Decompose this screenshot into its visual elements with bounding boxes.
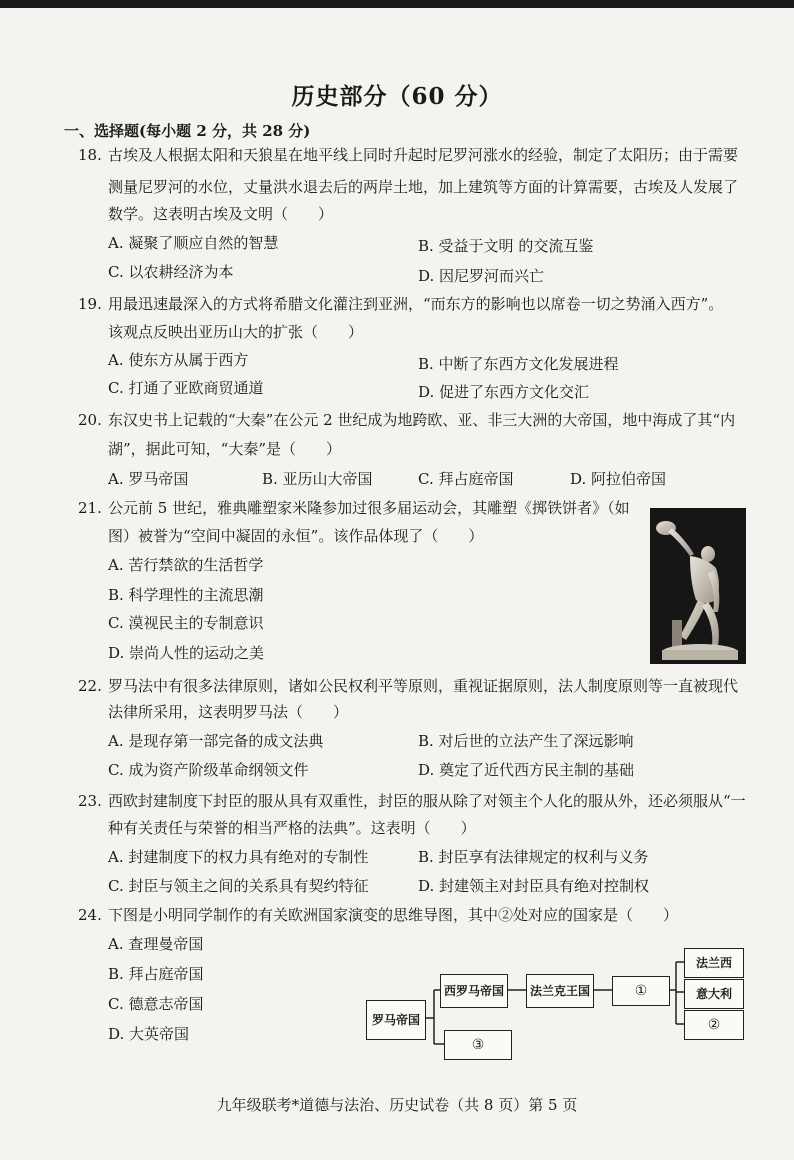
option-c: C. 德意志帝国 bbox=[108, 995, 204, 1013]
question-text-line: 罗马法中有很多法律原则，诸如公民权利平等原则，重视证据原则，法人制度原则等一直被现代 bbox=[108, 677, 739, 695]
node-frankish-kingdom: 法兰克王国 bbox=[526, 974, 594, 1008]
question-text-line: 东汉史书上记载的“大秦”在公元 2 世纪成为地跨欧、亚、非三大洲的大帝国，地中海成了其“内 bbox=[108, 411, 736, 429]
option-a: A. 是现存第一部完备的成文法典 bbox=[108, 732, 324, 750]
question-text-line: 种有关责任与荣誉的相当严格的法典”。这表明（ ） bbox=[108, 819, 476, 837]
section-heading: 一、选择题(每小题 2 分，共 28 分) bbox=[64, 122, 311, 140]
option-c: C. 以农耕经济为本 bbox=[108, 263, 234, 281]
question-number: 20. bbox=[78, 411, 102, 429]
question-number: 24. bbox=[78, 906, 102, 924]
node-blank-3: ③ bbox=[444, 1030, 512, 1060]
question-text-line: 下图是小明同学制作的有关欧洲国家演变的思维导图，其中②处对应的国家是（ ） bbox=[108, 906, 679, 924]
question-number: 22. bbox=[78, 677, 102, 695]
question-number: 23. bbox=[78, 792, 102, 810]
node-blank-2: ② bbox=[684, 1010, 744, 1040]
node-western-roman-empire: 西罗马帝国 bbox=[440, 974, 508, 1008]
option-b: B. 中断了东西方文化发展进程 bbox=[418, 355, 619, 373]
option-c: C. 成为资产阶级革命纲领文件 bbox=[108, 761, 309, 779]
option-b: B. 对后世的立法产生了深远影响 bbox=[418, 732, 634, 750]
option-d: D. 崇尚人性的运动之美 bbox=[108, 644, 265, 662]
question-text-line: 测量尼罗河的水位，丈量洪水退去后的两岸土地，加上建筑等方面的计算需要，古埃及人发展了 bbox=[108, 178, 739, 196]
option-d: D. 阿拉伯帝国 bbox=[570, 470, 667, 488]
question-number: 19. bbox=[78, 295, 102, 313]
option-b: B. 拜占庭帝国 bbox=[108, 965, 204, 983]
option-d: D. 大英帝国 bbox=[108, 1025, 190, 1043]
page-footer: 九年级联考*道德与法治、历史试卷（共 8 页）第 5 页 bbox=[216, 1096, 578, 1114]
node-roman-empire: 罗马帝国 bbox=[366, 1000, 426, 1040]
option-b: B. 封臣享有法律规定的权利与义务 bbox=[418, 848, 649, 866]
question-number: 18. bbox=[78, 146, 102, 164]
option-a: A. 罗马帝国 bbox=[108, 470, 189, 488]
page-title: 历史部分（60 分） bbox=[291, 83, 503, 110]
option-b: B. 科学理性的主流思潮 bbox=[108, 586, 264, 604]
option-c: C. 漠视民主的专制意识 bbox=[108, 614, 264, 632]
question-text-line: 法律所采用，这表明罗马法（ ） bbox=[108, 703, 349, 721]
option-d: D. 封建领主对封臣具有绝对控制权 bbox=[418, 877, 650, 895]
node-italy: 意大利 bbox=[684, 979, 744, 1009]
node-france: 法兰西 bbox=[684, 948, 744, 978]
question-text-line: 该观点反映出亚历山大的扩张（ ） bbox=[108, 323, 364, 341]
option-b: B. 亚历山大帝国 bbox=[262, 470, 373, 488]
option-a: A. 苦行禁欲的生活哲学 bbox=[108, 556, 264, 574]
question-number: 21. bbox=[78, 499, 102, 517]
option-d: D. 促进了东西方文化交汇 bbox=[418, 383, 590, 401]
question-text-line: 用最迅速最深入的方式将希腊文化灌注到亚洲，“而东方的影响也以席卷一切之势涌入西方”。 bbox=[108, 295, 724, 313]
option-a: A. 使东方从属于西方 bbox=[108, 351, 249, 369]
question-text-line: 数学。这表明古埃及文明（ ） bbox=[108, 205, 334, 223]
question-text-line: 西欧封建制度下封臣的服从具有双重性，封臣的服从除了对领主个人化的服从外，还必须服从“一 bbox=[108, 792, 746, 810]
option-a: A. 查理曼帝国 bbox=[108, 935, 204, 953]
option-c: C. 拜占庭帝国 bbox=[418, 470, 514, 488]
question-text-line: 公元前 5 世纪，雅典雕塑家米隆参加过很多届运动会，其雕塑《掷铁饼者》（如 bbox=[108, 499, 630, 517]
question-text-line: 图）被誉为“空间中凝固的永恒”。该作品体现了（ ） bbox=[108, 527, 484, 545]
option-c: C. 封臣与领主之间的关系具有契约特征 bbox=[108, 877, 369, 895]
option-d: D. 奠定了近代西方民主制的基础 bbox=[418, 761, 635, 779]
option-b: B. 受益于文明 的交流互鉴 bbox=[418, 237, 594, 255]
option-a: A. 封建制度下的权力具有绝对的专制性 bbox=[108, 848, 369, 866]
question-text-line: 湖”，据此可知，“大秦”是（ ） bbox=[108, 440, 342, 458]
node-blank-1: ① bbox=[612, 976, 670, 1006]
option-a: A. 凝聚了顺应自然的智慧 bbox=[108, 234, 279, 252]
question-text-line: 古埃及人根据太阳和天狼星在地平线上同时升起时尼罗河涨水的经验，制定了太阳历；由于需要 bbox=[108, 146, 739, 164]
option-d: D. 因尼罗河而兴亡 bbox=[418, 267, 545, 285]
option-c: C. 打通了亚欧商贸通道 bbox=[108, 379, 264, 397]
